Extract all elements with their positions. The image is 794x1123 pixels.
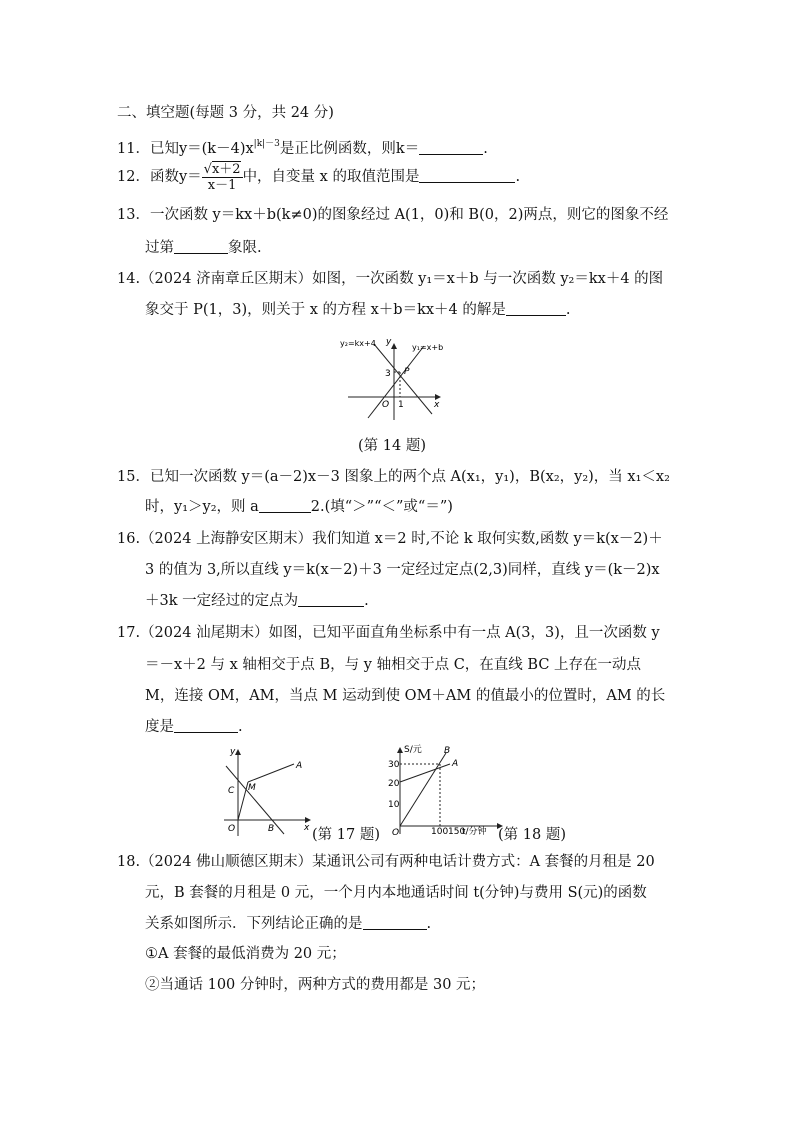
question-17-line3: M，连接 OM，AM，当点 M 运动到使 OM＋AM 的值最小的位置时，AM 的长 xyxy=(145,688,666,704)
q12-radicand: x＋2 xyxy=(211,161,241,177)
fig18-xtick-100: 100 xyxy=(431,827,449,837)
q14-end: . xyxy=(565,302,571,318)
q16-text-line1: （2024 上海静安区期末）我们知道 x＝2 时,不论 k 取何实数,函数 y＝k(x－2)＋ xyxy=(140,531,663,547)
q14-number: 14. xyxy=(117,271,141,287)
q15-text-line1: 已知一次函数 y＝(a－2)x－3 图象上的两个点 A(x₁，y₁)，B(x₂，y₂)，当 x₁＜x₂ xyxy=(149,469,670,485)
fig18-ytick-20: 20 xyxy=(388,779,400,789)
q17-answer-blank[interactable] xyxy=(174,717,238,733)
fig17-segment-am xyxy=(248,764,294,782)
fig17-y-label: y xyxy=(230,747,236,757)
question-11 xyxy=(117,134,488,159)
figure-17 xyxy=(218,744,314,839)
question-18-line3 xyxy=(145,914,431,934)
q12-answer-blank[interactable] xyxy=(419,167,515,183)
fig18-line-a xyxy=(400,764,450,782)
fig14-point-p: P xyxy=(404,367,410,377)
q18-text-line1: （2024 佛山顺德区期末）某通讯公司有两种电话计费方式：A 套餐的月租是 20 xyxy=(140,854,655,870)
question-14-line1 xyxy=(117,269,663,289)
question-14-line2 xyxy=(145,300,571,320)
q13-line2-post: 象限. xyxy=(228,240,262,256)
q18-option-2: ②当通话 100 分钟时，两种方式的费用都是 30 元； xyxy=(145,977,486,993)
question-15-line2 xyxy=(145,497,453,517)
q15-line2-post: 2.(填“＞”“＜”或“＝”) xyxy=(310,499,453,515)
fig14-label-y2: y₂=kx+4 xyxy=(340,339,376,348)
fig18-ytick-30: 30 xyxy=(388,760,400,770)
q15-number: 15． xyxy=(117,469,150,485)
q13-line2-pre: 过第 xyxy=(145,240,174,256)
q11-end: . xyxy=(483,141,488,157)
q15-answer-blank[interactable] xyxy=(259,497,311,513)
q17-text-line1: （2024 汕尾期末）如图，已知平面直角坐标系中有一点 A(3，3)，且一次函数 y xyxy=(140,625,660,641)
fig14-origin: O xyxy=(382,400,390,410)
q15-line2-pre: 时，y₁＞y₂，则 a xyxy=(145,499,259,515)
q11-pre: 已知 xyxy=(149,141,179,157)
fig17-x-label: x xyxy=(304,823,310,833)
fig18-origin: O xyxy=(392,828,400,838)
fig17-origin: O xyxy=(228,824,236,834)
q11-func: y＝(k－4)x xyxy=(178,141,254,157)
question-13-line1 xyxy=(117,205,668,225)
q18-line3-pre: 关系如图所示．下列结论正确的是 xyxy=(145,916,363,932)
q14-answer-blank[interactable] xyxy=(506,300,566,316)
q13-answer-blank[interactable] xyxy=(174,238,228,254)
q11-exponent: |k|－3 xyxy=(253,139,280,149)
fig14-tick-3: 3 xyxy=(385,369,391,379)
q17-number: 17. xyxy=(117,625,141,641)
fig18-point-b: B xyxy=(444,746,451,756)
fig14-line-y1 xyxy=(368,346,424,418)
q11-number: 11． xyxy=(117,141,150,157)
q12-yeq: y＝ xyxy=(178,169,202,185)
q11-post: 是正比例函数，则 xyxy=(279,141,396,157)
q12-fraction: $\frac{√x+2}{x-1}$ xyxy=(203,161,241,193)
question-13-line2 xyxy=(145,238,262,258)
q12-post: 中，自变量 x 的取值范围是 xyxy=(242,169,420,185)
q16-answer-blank[interactable] xyxy=(298,591,364,607)
q16-end: . xyxy=(364,593,369,609)
fig17-caption: (第 17 题) xyxy=(312,827,380,843)
question-17-line1 xyxy=(117,623,660,643)
question-16-line2: 3 的值为 3,所以直线 y＝k(x－2)＋3 一定经过定点(2,3)同样，直线 y＝(k－2)x xyxy=(145,562,660,578)
q17-end: . xyxy=(238,719,243,735)
fig18-ytick-10: 10 xyxy=(388,800,400,810)
question-16-line1 xyxy=(117,529,663,549)
q13-text-line1: 一次函数 y＝kx＋b(k≠0)的图象经过 A(1，0)和 B(0，2)两点，则它的图象不经 xyxy=(149,207,669,223)
question-16-line3 xyxy=(145,591,369,611)
question-18-line1 xyxy=(117,852,655,872)
figure-18 xyxy=(386,742,504,840)
q12-end: . xyxy=(515,169,521,185)
fig14-x-label: x xyxy=(434,400,440,410)
fig17-segment-om xyxy=(238,782,248,820)
question-18-line2: 元，B 套餐的月租是 0 元，一个月内本地通话时间 t(分钟)与费用 S(元)的函数 xyxy=(145,885,647,901)
q16-line3-pre: ＋3k 一定经过的定点为 xyxy=(145,593,299,609)
q13-number: 13． xyxy=(117,207,150,223)
fig14-caption: (第 14 题) xyxy=(358,438,426,454)
question-17-line4 xyxy=(145,717,243,737)
fig18-x-label: t/分钟 xyxy=(462,827,487,837)
fig18-line-b xyxy=(400,753,446,826)
fig17-point-b: B xyxy=(268,824,275,834)
q18-end: . xyxy=(426,916,432,932)
fig17-point-c: C xyxy=(228,786,235,796)
q11-k: k＝ xyxy=(395,141,420,157)
q12-pre: 函数 xyxy=(149,169,179,185)
q11-answer-blank[interactable] xyxy=(419,139,483,155)
fig14-y-label: y xyxy=(386,337,392,347)
fig14-tick-1: 1 xyxy=(398,400,404,410)
section-title: 二、填空题(每题 3 分，共 24 分) xyxy=(117,105,334,121)
q14-line2-text: 象交于 P(1，3)，则关于 x 的方程 x＋b＝kx＋4 的解是 xyxy=(145,302,506,318)
fig18-point-a: A xyxy=(452,759,459,769)
question-12 xyxy=(117,160,520,194)
fig18-xtick-150: 150 xyxy=(448,827,466,837)
q18-option-1: ①A 套餐的最低消费为 20 元； xyxy=(145,946,346,962)
fig14-label-y1: y₁=x+b xyxy=(412,343,444,352)
fig17-point-m: M xyxy=(248,783,256,793)
q17-line4-pre: 度是 xyxy=(145,719,174,735)
q16-number: 16. xyxy=(117,531,141,547)
q12-denominator: x－1 xyxy=(207,177,237,193)
figure-14 xyxy=(338,334,450,426)
fig18-caption: (第 18 题) xyxy=(498,827,566,843)
q14-text-line1: （2024 济南章丘区期末）如图，一次函数 y₁＝x＋b 与一次函数 y₂＝kx＋4 的图 xyxy=(140,271,664,287)
question-15-line1 xyxy=(117,467,670,487)
fig17-point-a: A xyxy=(296,761,303,771)
q12-number: 12． xyxy=(117,169,150,185)
q18-number: 18. xyxy=(117,854,141,870)
q18-answer-blank[interactable] xyxy=(363,914,427,930)
question-17-line2: ＝－x＋2 与 x 轴相交于点 B，与 y 轴相交于点 C，在直线 BC 上存在一动点 xyxy=(145,657,642,673)
fig18-y-label: S/元 xyxy=(404,745,422,755)
